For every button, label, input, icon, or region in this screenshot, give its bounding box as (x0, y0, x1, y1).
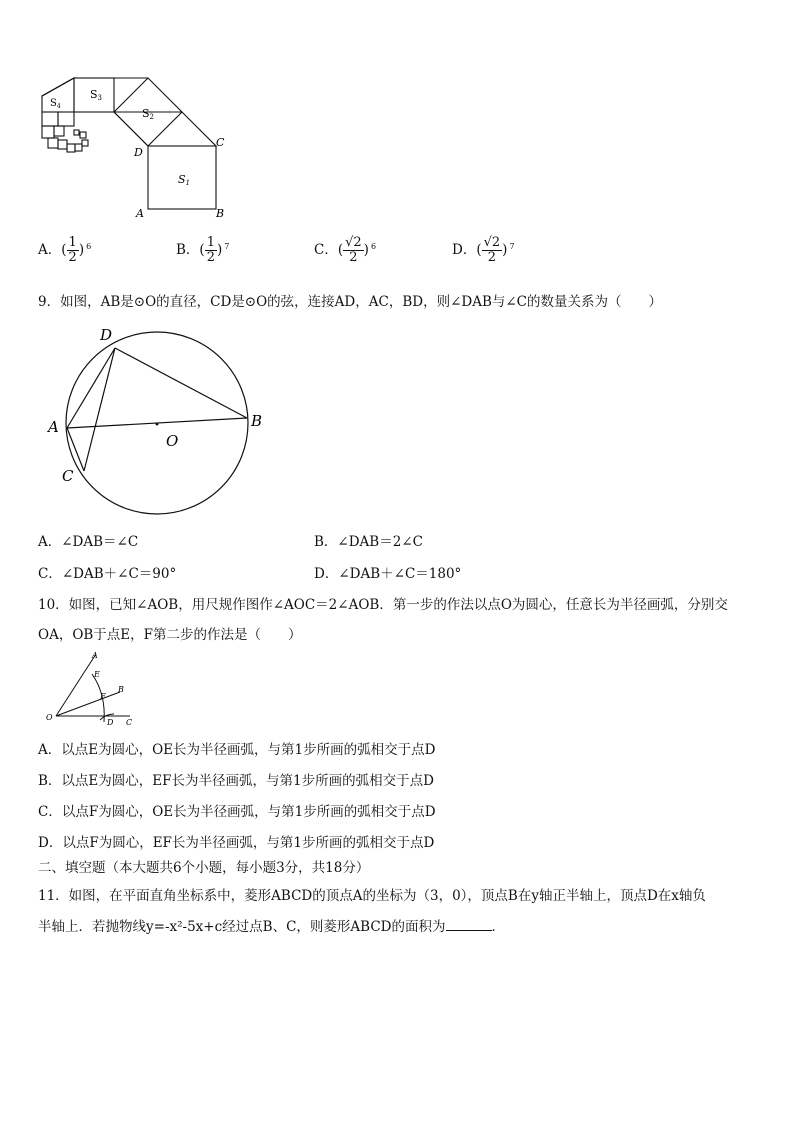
q8-figure (34, 74, 234, 224)
chord-dc (84, 348, 115, 471)
q8-option-d (452, 236, 515, 265)
close-paren: ) (502, 242, 508, 258)
close-paren: ) (363, 242, 369, 258)
exponent: 7 (509, 241, 515, 251)
q9-option-b: B．∠DAB＝2∠C (314, 534, 423, 550)
option-letter: C．( (314, 242, 344, 258)
q10-stem-line2: OA，OB于点E，F第二步的作法是（ ） (38, 627, 302, 643)
q10-option-c: C．以点F为圆心，OE长为半径画弧，与第1步所画的弧相交于点D (38, 804, 436, 820)
exponent: 7 (224, 241, 230, 251)
label-s1: S1 (178, 173, 191, 187)
option-letter: B．( (176, 242, 205, 258)
q8-option-c (314, 236, 376, 265)
frac-den: 2 (349, 250, 358, 265)
q10-option-b: B．以点E为圆心，EF长为半径画弧，与第1步所画的弧相交于点D (38, 773, 434, 789)
q11-period: ． (491, 919, 505, 935)
answer-blank[interactable] (446, 918, 492, 931)
frac-den: 2 (68, 250, 77, 265)
ray-oa (56, 654, 96, 716)
close-paren: ) (216, 242, 223, 258)
point-a-label: A (48, 418, 59, 436)
point-c-label: C (216, 136, 225, 149)
point-e-label: E (94, 670, 100, 679)
close-paren: ) (78, 242, 85, 258)
q9-option-a: A．∠DAB＝∠C (38, 534, 139, 550)
frac-num: 1 (68, 235, 77, 250)
frac-den: 2 (487, 250, 497, 265)
point-a-label: A (92, 651, 98, 660)
point-d-label: D (134, 146, 143, 159)
point-d-label: D (107, 718, 114, 727)
label-s2: S2 (142, 107, 155, 121)
label-s3: S3 (90, 88, 103, 102)
frac-num: 1 (206, 235, 215, 250)
q9-option-d: D．∠DAB＋∠C＝180° (314, 566, 462, 582)
point-o-label: O (166, 432, 179, 450)
q10-option-d: D．以点F为圆心，EF长为半径画弧，与第1步所画的弧相交于点D (38, 835, 435, 851)
q10-option-a: A．以点E为圆心，OE长为半径画弧，与第1步所画的弧相交于点D (38, 742, 436, 758)
section-heading: 二、填空题（本大题共6个小题，每小题3分，共18分） (38, 860, 370, 876)
q9-option-c: C．∠DAB＋∠C＝90° (38, 566, 177, 582)
frac-den: 2 (206, 250, 215, 265)
point-d-label: D (100, 326, 113, 344)
point-f-label: F (100, 692, 106, 701)
q8-option-a (38, 236, 91, 265)
point-o-label: O (46, 713, 53, 722)
q8-option-b (176, 236, 229, 265)
point-b-label: B (118, 685, 124, 694)
exponent: 6 (86, 241, 92, 251)
option-letter: D．( (452, 242, 482, 258)
q10-stem-line1: 10．如图，已知∠AOB，用尺规作图作∠AOC＝2∠AOB．第一步的作法以点O为圆心，任意长为半径画弧，分别交 (38, 597, 728, 613)
frac-num: √2 (483, 235, 501, 250)
frac-num: √2 (345, 235, 362, 250)
q9-stem: 9．如图，AB是⊙O的直径，CD是⊙O的弦，连接AD，AC，BD，则∠DAB与∠C的数量关系为（ ） (38, 294, 663, 310)
q11-stem-line2 (38, 915, 505, 935)
center-point (156, 423, 159, 426)
point-b-label: B (251, 412, 263, 430)
point-a-label: A (136, 207, 144, 220)
point-b-label: B (216, 207, 225, 220)
q11-stem-line1: 11．如图，在平面直角坐标系中，菱形ABCD的顶点A的坐标为（3，0），顶点B在y轴正半轴上，顶点D在x轴负 (38, 888, 706, 904)
q10-figure (40, 648, 140, 730)
label-s4: $S_4$ (50, 98, 61, 110)
chord-db (115, 348, 247, 418)
q9-figure (40, 318, 280, 518)
exponent: 6 (370, 241, 377, 251)
q11-text: 半轴上．若抛物线y=-x²-5x+c经过点B、C，则菱形ABCD的面积为 (38, 919, 446, 935)
point-c-label: C (62, 467, 74, 485)
option-letter: A．( (38, 242, 67, 258)
point-c-label: C (126, 718, 133, 727)
ray-ob (56, 692, 120, 716)
